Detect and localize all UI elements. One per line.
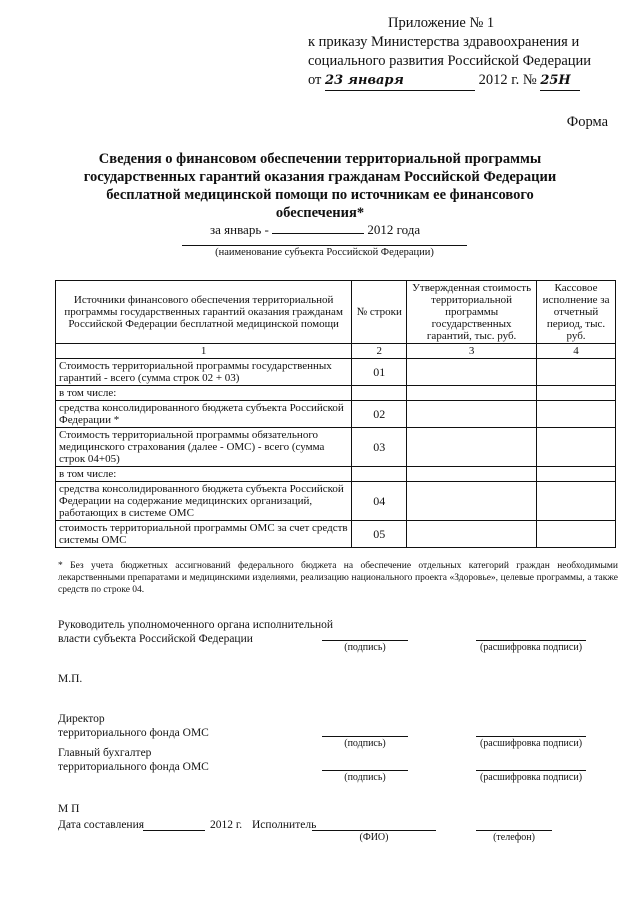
handwritten-number: 25Н: [540, 71, 580, 91]
stamp-place-1: М.П.: [58, 673, 83, 685]
row-label: средства консолидированного бюджета субъекта Российской Федерации на содержание медицинских организаций, работающих в системе ОМС: [56, 482, 352, 521]
year-number-label: 2012 г. №: [478, 72, 537, 88]
col-number-1: 1: [56, 344, 352, 359]
row-label: средства консолидированного бюджета субъекта Российской Федерации *: [56, 401, 352, 428]
row-approved-cell[interactable]: [407, 521, 537, 548]
row-code: 01: [352, 359, 407, 386]
executor-phone-line[interactable]: [476, 830, 552, 831]
director-signature-label: (подпись): [344, 738, 386, 749]
row-approved-cell[interactable]: [407, 386, 537, 401]
row-code: 05: [352, 521, 407, 548]
executor-label: Исполнитель: [252, 819, 317, 831]
appendix-header: [308, 14, 628, 91]
row-approved-cell[interactable]: [407, 401, 537, 428]
table-row: [56, 482, 616, 521]
appendix-line-3: социального развития Российской Федерации: [308, 53, 592, 69]
accountant-signature-label: (подпись): [344, 772, 386, 783]
row-cash-cell[interactable]: [537, 467, 616, 482]
director-decode-label: (расшифровка подписи): [479, 738, 583, 749]
row-code: 04: [352, 482, 407, 521]
row-cash-cell[interactable]: [537, 386, 616, 401]
row-cash-cell[interactable]: [537, 521, 616, 548]
table-row: [56, 401, 616, 428]
accountant-decode-line[interactable]: [476, 770, 586, 771]
head-signature-line[interactable]: [322, 640, 408, 641]
document-title: Сведения о финансовом обеспечении территориальной программы государственных гарантий оказания гражданам Российской Федерации бесплатной медицинской помощи по источникам ее финансового обеспечения*: [83, 151, 557, 221]
column-numbers-row: [56, 344, 616, 359]
period-blank: [272, 233, 364, 234]
subject-name-line: [182, 245, 467, 246]
accountant-title-line-2: территориального фонда ОМС: [58, 761, 209, 773]
form-label: Форма: [566, 114, 608, 130]
head-title-line-2: власти субъекта Российской Федерации: [58, 633, 253, 645]
date-label: Дата составления: [58, 819, 145, 831]
stamp-place-2: М П: [58, 803, 80, 815]
row-approved-cell[interactable]: [407, 467, 537, 482]
date-line[interactable]: [143, 830, 205, 831]
row-code: [352, 467, 407, 482]
appendix-line-1: Приложение № 1: [388, 15, 495, 31]
period-suffix: 2012 года: [367, 222, 421, 237]
head-decode-label: (расшифровка подписи): [479, 642, 583, 653]
row-approved-cell[interactable]: [407, 359, 537, 386]
row-cash-cell[interactable]: [537, 482, 616, 521]
table-row: [56, 386, 616, 401]
head-signature-label: (подпись): [344, 642, 386, 653]
date-prefix: от: [308, 72, 322, 88]
row-approved-cell[interactable]: [407, 428, 537, 467]
row-label: в том числе:: [56, 386, 352, 401]
row-label: Стоимость территориальной программы государственных гарантий - всего (сумма строк 02 + 03): [56, 359, 352, 386]
row-label: в том числе:: [56, 467, 352, 482]
row-approved-cell[interactable]: [407, 482, 537, 521]
head-title-line-1: Руководитель уполномоченного органа исполнительной: [58, 619, 334, 631]
header-source: Источники финансового обеспечения территориальной программы государственных гарантий оказания гражданам Российской Федерации бесплатной медицинской помощи: [56, 281, 352, 344]
col-number-2: 2: [352, 344, 407, 359]
row-cash-cell[interactable]: [537, 359, 616, 386]
appendix-date-line: [308, 71, 628, 91]
row-label: стоимость территориальной программы ОМС за счет средств системы ОМС: [56, 521, 352, 548]
col-number-3: 3: [407, 344, 537, 359]
director-signature-line[interactable]: [322, 736, 408, 737]
reporting-period: [210, 222, 420, 238]
director-decode-line[interactable]: [476, 736, 586, 737]
row-cash-cell[interactable]: [537, 401, 616, 428]
header-approved-cost: Утвержденная стоимость территориальной программы государственных гарантий, тыс. руб.: [407, 281, 537, 344]
row-label: Стоимость территориальной программы обязательного медицинского страхования (далее - ОМС) - всего (сумма строк 04+05): [56, 428, 352, 467]
table-row: [56, 428, 616, 467]
fio-label: (ФИО): [359, 832, 389, 843]
financing-table: [55, 280, 616, 548]
col-number-4: 4: [537, 344, 616, 359]
footnote: * Без учета бюджетных ассигнований федерального бюджета на обеспечение отдельных категорий граждан необходимыми лекарственными препаратами и медицинскими изделиями, реализацию национального проекта «Здоровье», целевые программы, а также средств по строке 04.: [58, 561, 618, 595]
accountant-decode-label: (расшифровка подписи): [479, 772, 583, 783]
head-decode-line[interactable]: [476, 640, 586, 641]
accountant-title-line-1: Главный бухгалтер: [58, 747, 152, 759]
table-row: [56, 359, 616, 386]
row-code: 02: [352, 401, 407, 428]
director-title-line-1: Директор: [58, 713, 105, 725]
phone-label: (телефон): [493, 832, 535, 843]
accountant-signature-line[interactable]: [322, 770, 408, 771]
header-row-number: № строки: [352, 281, 407, 344]
executor-fio-line[interactable]: [312, 830, 436, 831]
row-code: [352, 386, 407, 401]
period-prefix: за январь -: [210, 222, 269, 237]
table-row: [56, 467, 616, 482]
director-title-line-2: территориального фонда ОМС: [58, 727, 209, 739]
header-cash-execution: Кассовое исполнение за отчетный период, тыс. руб.: [537, 281, 616, 344]
row-code: 03: [352, 428, 407, 467]
table-header-row: [56, 281, 616, 344]
subject-name-label: (наименование субъекта Российской Федерации): [215, 247, 434, 258]
row-cash-cell[interactable]: [537, 428, 616, 467]
table-row: [56, 521, 616, 548]
appendix-line-2: к приказу Министерства здравоохранения и: [308, 34, 580, 50]
year-label: 2012 г.: [210, 819, 243, 831]
handwritten-date: 23 января: [325, 71, 475, 91]
